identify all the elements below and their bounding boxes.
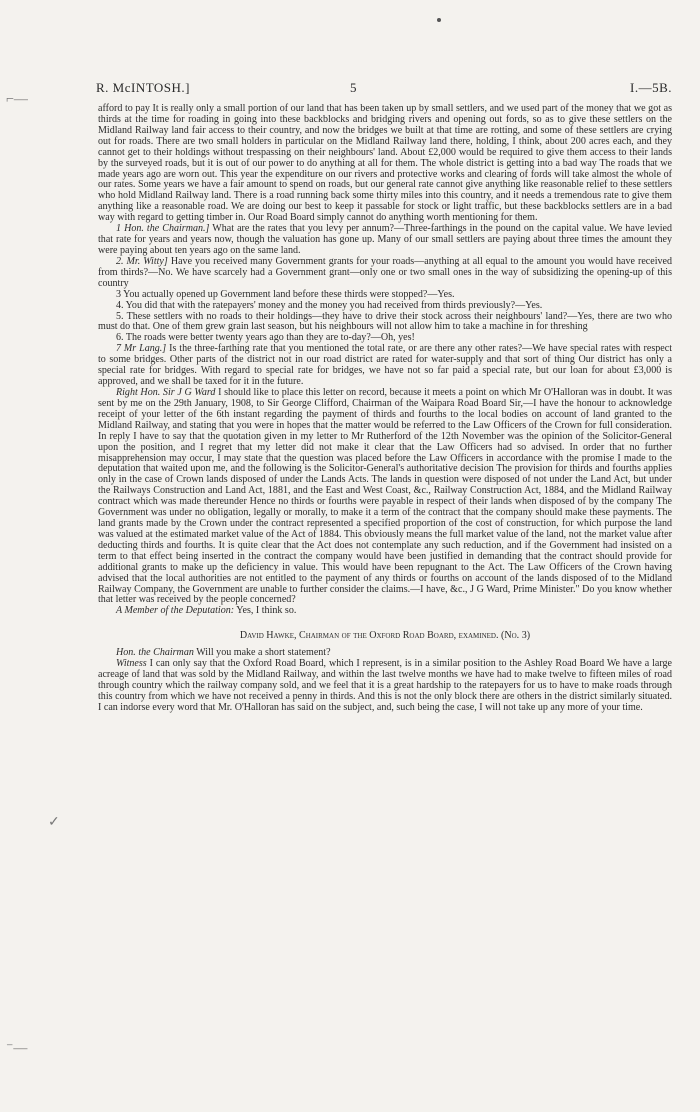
question-3: 3 You actually opened up Government land before these thirds were stopped?—Yes. bbox=[116, 288, 455, 300]
speaker-label: Witness bbox=[116, 658, 147, 670]
member-reply: A Member of the Deputation: Yes, I think so. bbox=[116, 605, 297, 617]
speaker-label: 7 Mr Lang.] bbox=[116, 343, 167, 355]
question-7: 7 Mr Lang.] Is the three-farthing rate that you mentioned the total rate, or are there any other rates?—We have special rates with respect to some bridges. Other parts of the district not in our road district are rated for water-supply and that sort of thing Our district has only a special rate for bridges. With regard to special rate for bridges, we have not so far paid a special rate, but our loan for about £3,000 is approved, and we shall be taxed for it in the future. bbox=[98, 343, 672, 388]
speaker-label: Right Hon. Sir J G Ward bbox=[116, 386, 216, 398]
margin-mark: ⌐— bbox=[6, 92, 28, 107]
paragraph-testimony: afford to pay It is really only a small portion of our land that has been taken up by small settlers, and we used part of the money that we got as thirds at the time for roading in going into these backblocks and bridging rivers and opening out fords, so as to give these settlers on the Midland Railway land fair access to their country, and now the bridges we built at that time are rotting, and some of these settlers are crying out for roads. There are two small holders in particular on the Midland Railway land there, holding, I think, about 200 acres each, and they cannot get to their holdings without trespassing on their neighbours' land. About £2,000 would be required to give them access to their lands by the surveyed roads, but it is out of our power to do anything at all for them. The whole district is getting into a bad way The roads that we made years ago are worn out. This year the expenditure on our rivers and protective works and clearing of fords will take almost the whole of our rates. Some years we have a fair amount to spend on roads, but our general rate cannot give anything like reasonable relief to these settlers who hold Midland Railway land. There is a road running back some thirty miles into this country, and it needs a tremendous rate to give them anything like a reasonable road. We are doing our best to keep it passable for stock or light traffic, but these backblocks settlers are in a bad way with regard to getting timber in. Our Road Board simply cannot do anything worth mentioning for them. bbox=[98, 103, 672, 224]
chairman-question: Hon. the Chairman Will you make a short statement? bbox=[116, 647, 331, 659]
document-reference: I.—5B. bbox=[630, 80, 672, 95]
speaker-label: 2. Mr. Witty] bbox=[116, 255, 168, 267]
ink-speck bbox=[437, 18, 441, 22]
question-2: 2. Mr. Witty] Have you received many Government grants for your roads—anything at all equal to the amount you would have received from thirds?—No. We have scarcely had a Government grant—only one or two small ones in the way of subsidizing the opening-up of this country bbox=[98, 255, 673, 289]
ward-letter: Right Hon. Sir J G Ward I should like to place this letter on record, because it meets a point on which Mr O'Halloran was in doubt. It was sent by me on the 29th January, 1908, to Sir George Clifford, Chairman of the Waipara Road Board Sir,—I have the honour to acknowledge receipt of your letter of the 6th instant regarding the payment of thirds and fourths to the local bodies on account of land granted to the Midland Railway, and stating that you were in hopes that the matter would be referred to the Law Officers of the Crown for full consideration. In reply I have to say that the quotation given in my letter to Mr Rutherford of the 12th November was the opinion of the Solicitor-General upon the position, and I regret that my letter did not make it clear that the Law Officers had so advised. In order that no further misapprehension may occur, I may state that the question was placed before the Law Officers in accordance with the promise I made to the deputation that waited upon me, and the following is the Solicitor-General's authoritative decision The provision for thirds and fourths applies only in the case of Crown lands disposed of under the Lands Acts. The lands in question were disposed of not under the Land Act, but under the Railways Construction and Land Act, 1881, and the East and West Coast, &c., Railway Construction Act, 1884, and the Midland Railway contract which was made thereunder Hence no thirds or fourths were payable in respect of their lands when disposed of by the company The Government was under no obligation, legally or morally, to make it a term of the contract that the company should make these payments. The land grants made by the Crown under the contract represented a specified proportion of the cost of construction, for which purpose the land was valued at the estimated market value of the Act of 1884. This obviously means the full market value of the land, not the market value after deducting thirds and fourths. It is quite clear that the Act does not contemplate any such reduction, and if the Government had insisted on a term to that effect being inserted in the contract the company would have been justified in demanding that the contract should provide for additional grants to make up the deficiency in value. This would have been repugnant to the Act. The Law Officers of the Crown having advised that the local authorities are not entitled to the payment of any thirds or fourths on account of the lands disposed of to the Midland Railway Company, the Government are unable to further consider the claims.—I have, &c., J G Ward, Prime Minister." Do you know whether that letter was received by the people concerned? bbox=[98, 386, 673, 606]
question-6: 6. The roads were better twenty years ago than they are to-day?—Oh, yes! bbox=[116, 332, 415, 344]
margin-mark: ⁻— bbox=[6, 1041, 28, 1056]
question-4: 4. You did that with the ratepayers' money and the money you had received from thirds previously?—Yes. bbox=[116, 299, 543, 311]
margin-mark: ✓ bbox=[48, 815, 60, 830]
question-1: 1 Hon. the Chairman.] What are the rates that you levy per annum?—Three-farthings in the pound on the capital value. We have levied that rate for years and years now, though the valuation has gone up. Many of our small settlers are paying about three times the amount they were paying about ten years ago on the same land. bbox=[98, 223, 672, 256]
page-header bbox=[96, 80, 672, 100]
speaker-label: 1 Hon. the Chairman.] bbox=[116, 223, 210, 235]
witness-statement: Witness I can only say that the Oxford Road Board, which I represent, is in a similar position to the Ashley Road Board We have a large acreage of land that was sold by the Midland Railway, and within the last twelve months we have had to make twelve to fifteen miles of road through country which the railway company sold, and we feel that it is a great hardship to the ratepayers for us to have to make roads through this country from which we have not received a penny in thirds. And this is not the only block there are others in the district similarly situated. I can indorse every word that Mr. O'Halloran has said on the subject, and, such being the case, I will not take up any more of your time. bbox=[98, 658, 672, 713]
speaker-label: Hon. the Chairman bbox=[116, 647, 194, 659]
document-body bbox=[98, 104, 672, 714]
header-author: R. McINTOSH.] bbox=[96, 80, 191, 95]
question-5: 5. These settlers with no roads to their holdings—they have to drive their stock across their neighbours' land?—Yes, there are two who must do that. One of them grew grain last season, but his neighbours will not allow him to take a machine in for threshing bbox=[98, 310, 672, 333]
page-number: 5 bbox=[350, 80, 357, 95]
speaker-label: A Member of the Deputation: bbox=[116, 605, 235, 617]
witness-heading: David Hawke, Chairman of the Oxford Road Board, examined. (No. 3) bbox=[239, 630, 531, 642]
